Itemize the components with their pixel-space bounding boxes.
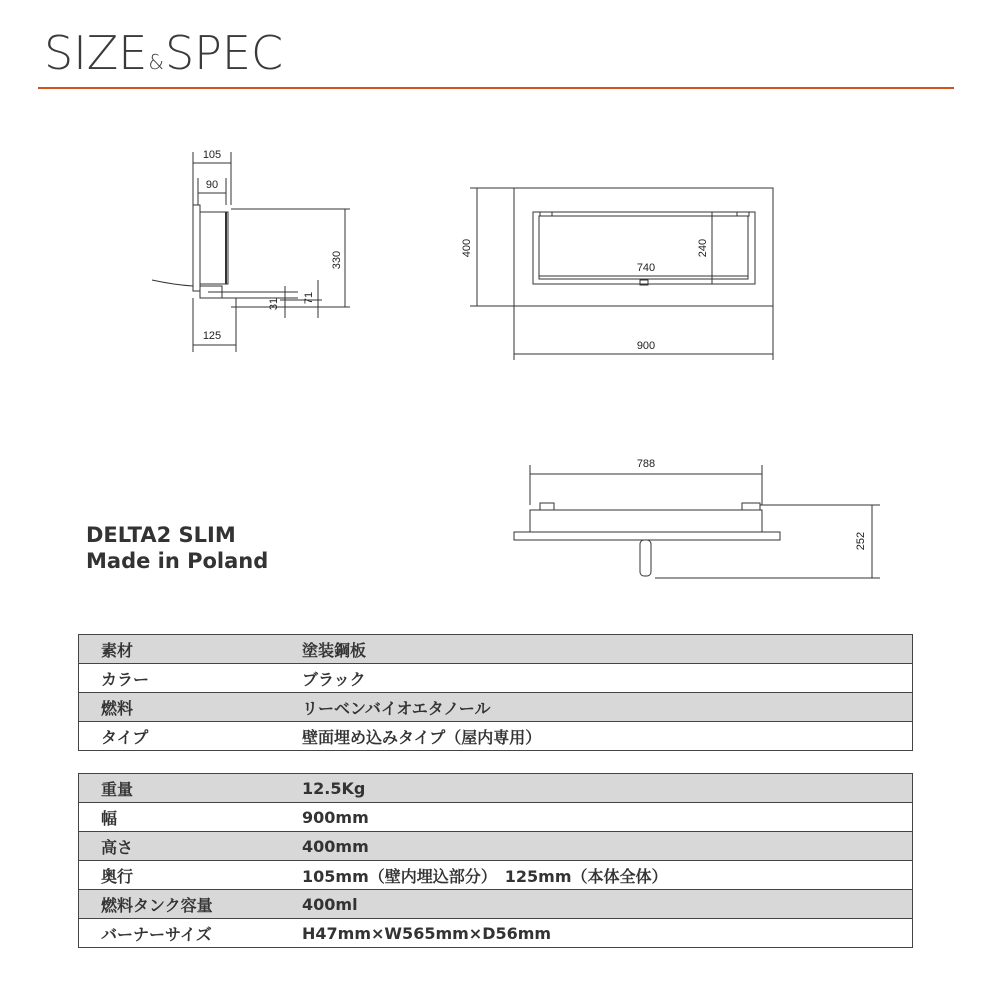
table-row xyxy=(79,693,913,722)
spec-value: 壁面埋め込みタイプ（屋内専用） xyxy=(296,722,913,751)
spec-value: H47mm×W565mm×D56mm xyxy=(296,919,913,948)
table-row xyxy=(79,890,913,919)
spec-value: 105mm（壁内埋込部分） 125mm（本体全体） xyxy=(296,861,913,890)
spec-value: 900mm xyxy=(296,803,913,832)
dim-side-330: 330 xyxy=(331,250,343,270)
dim-side-71: 71 xyxy=(303,291,315,305)
spec-label: 燃料タンク容量 xyxy=(79,890,297,919)
spec-label: 奥行 xyxy=(79,861,297,890)
spec-table-materials xyxy=(78,634,913,751)
dim-side-31: 31 xyxy=(268,297,280,311)
spec-label: 高さ xyxy=(79,832,297,861)
table-row xyxy=(79,664,913,693)
title-ampersand: & xyxy=(148,50,164,74)
spec-table-dimensions xyxy=(78,773,913,948)
table-row xyxy=(79,635,913,664)
spec-value: 400ml xyxy=(296,890,913,919)
table-row xyxy=(79,861,913,890)
spec-label: タイプ xyxy=(79,722,297,751)
spec-value: ブラック xyxy=(296,664,913,693)
top-view-drawing xyxy=(514,465,880,578)
title-spec: SPEC xyxy=(164,26,284,80)
dim-front-740: 740 xyxy=(636,262,656,274)
dim-side-105: 105 xyxy=(202,149,222,161)
spec-label: カラー xyxy=(79,664,297,693)
spec-label: 重量 xyxy=(79,774,297,803)
spec-label: 幅 xyxy=(79,803,297,832)
spec-value: 400mm xyxy=(296,832,913,861)
spec-value: リーベンバイオエタノール xyxy=(296,693,913,722)
table-row xyxy=(79,722,913,751)
title-size: SIZE xyxy=(44,26,148,80)
dim-front-400: 400 xyxy=(461,238,473,258)
product-origin: Made in Poland xyxy=(86,549,269,573)
dim-side-90: 90 xyxy=(205,179,219,191)
spec-label: 素材 xyxy=(79,635,297,664)
spec-label: 燃料 xyxy=(79,693,297,722)
product-name: DELTA2 SLIM xyxy=(86,523,236,547)
product-info xyxy=(86,522,268,574)
spec-value: 12.5Kg xyxy=(296,774,913,803)
table-row xyxy=(79,919,913,948)
spec-label: バーナーサイズ xyxy=(79,919,297,948)
spec-value: 塗装鋼板 xyxy=(296,635,913,664)
table-row xyxy=(79,774,913,803)
table-row xyxy=(79,832,913,861)
side-view-drawing xyxy=(152,152,350,352)
front-view-drawing xyxy=(470,188,773,360)
dim-front-900: 900 xyxy=(636,340,656,352)
dim-top-788: 788 xyxy=(636,458,656,470)
dim-top-252: 252 xyxy=(855,531,867,551)
table-row xyxy=(79,803,913,832)
dim-front-240: 240 xyxy=(697,238,709,258)
dim-side-125: 125 xyxy=(202,330,222,342)
